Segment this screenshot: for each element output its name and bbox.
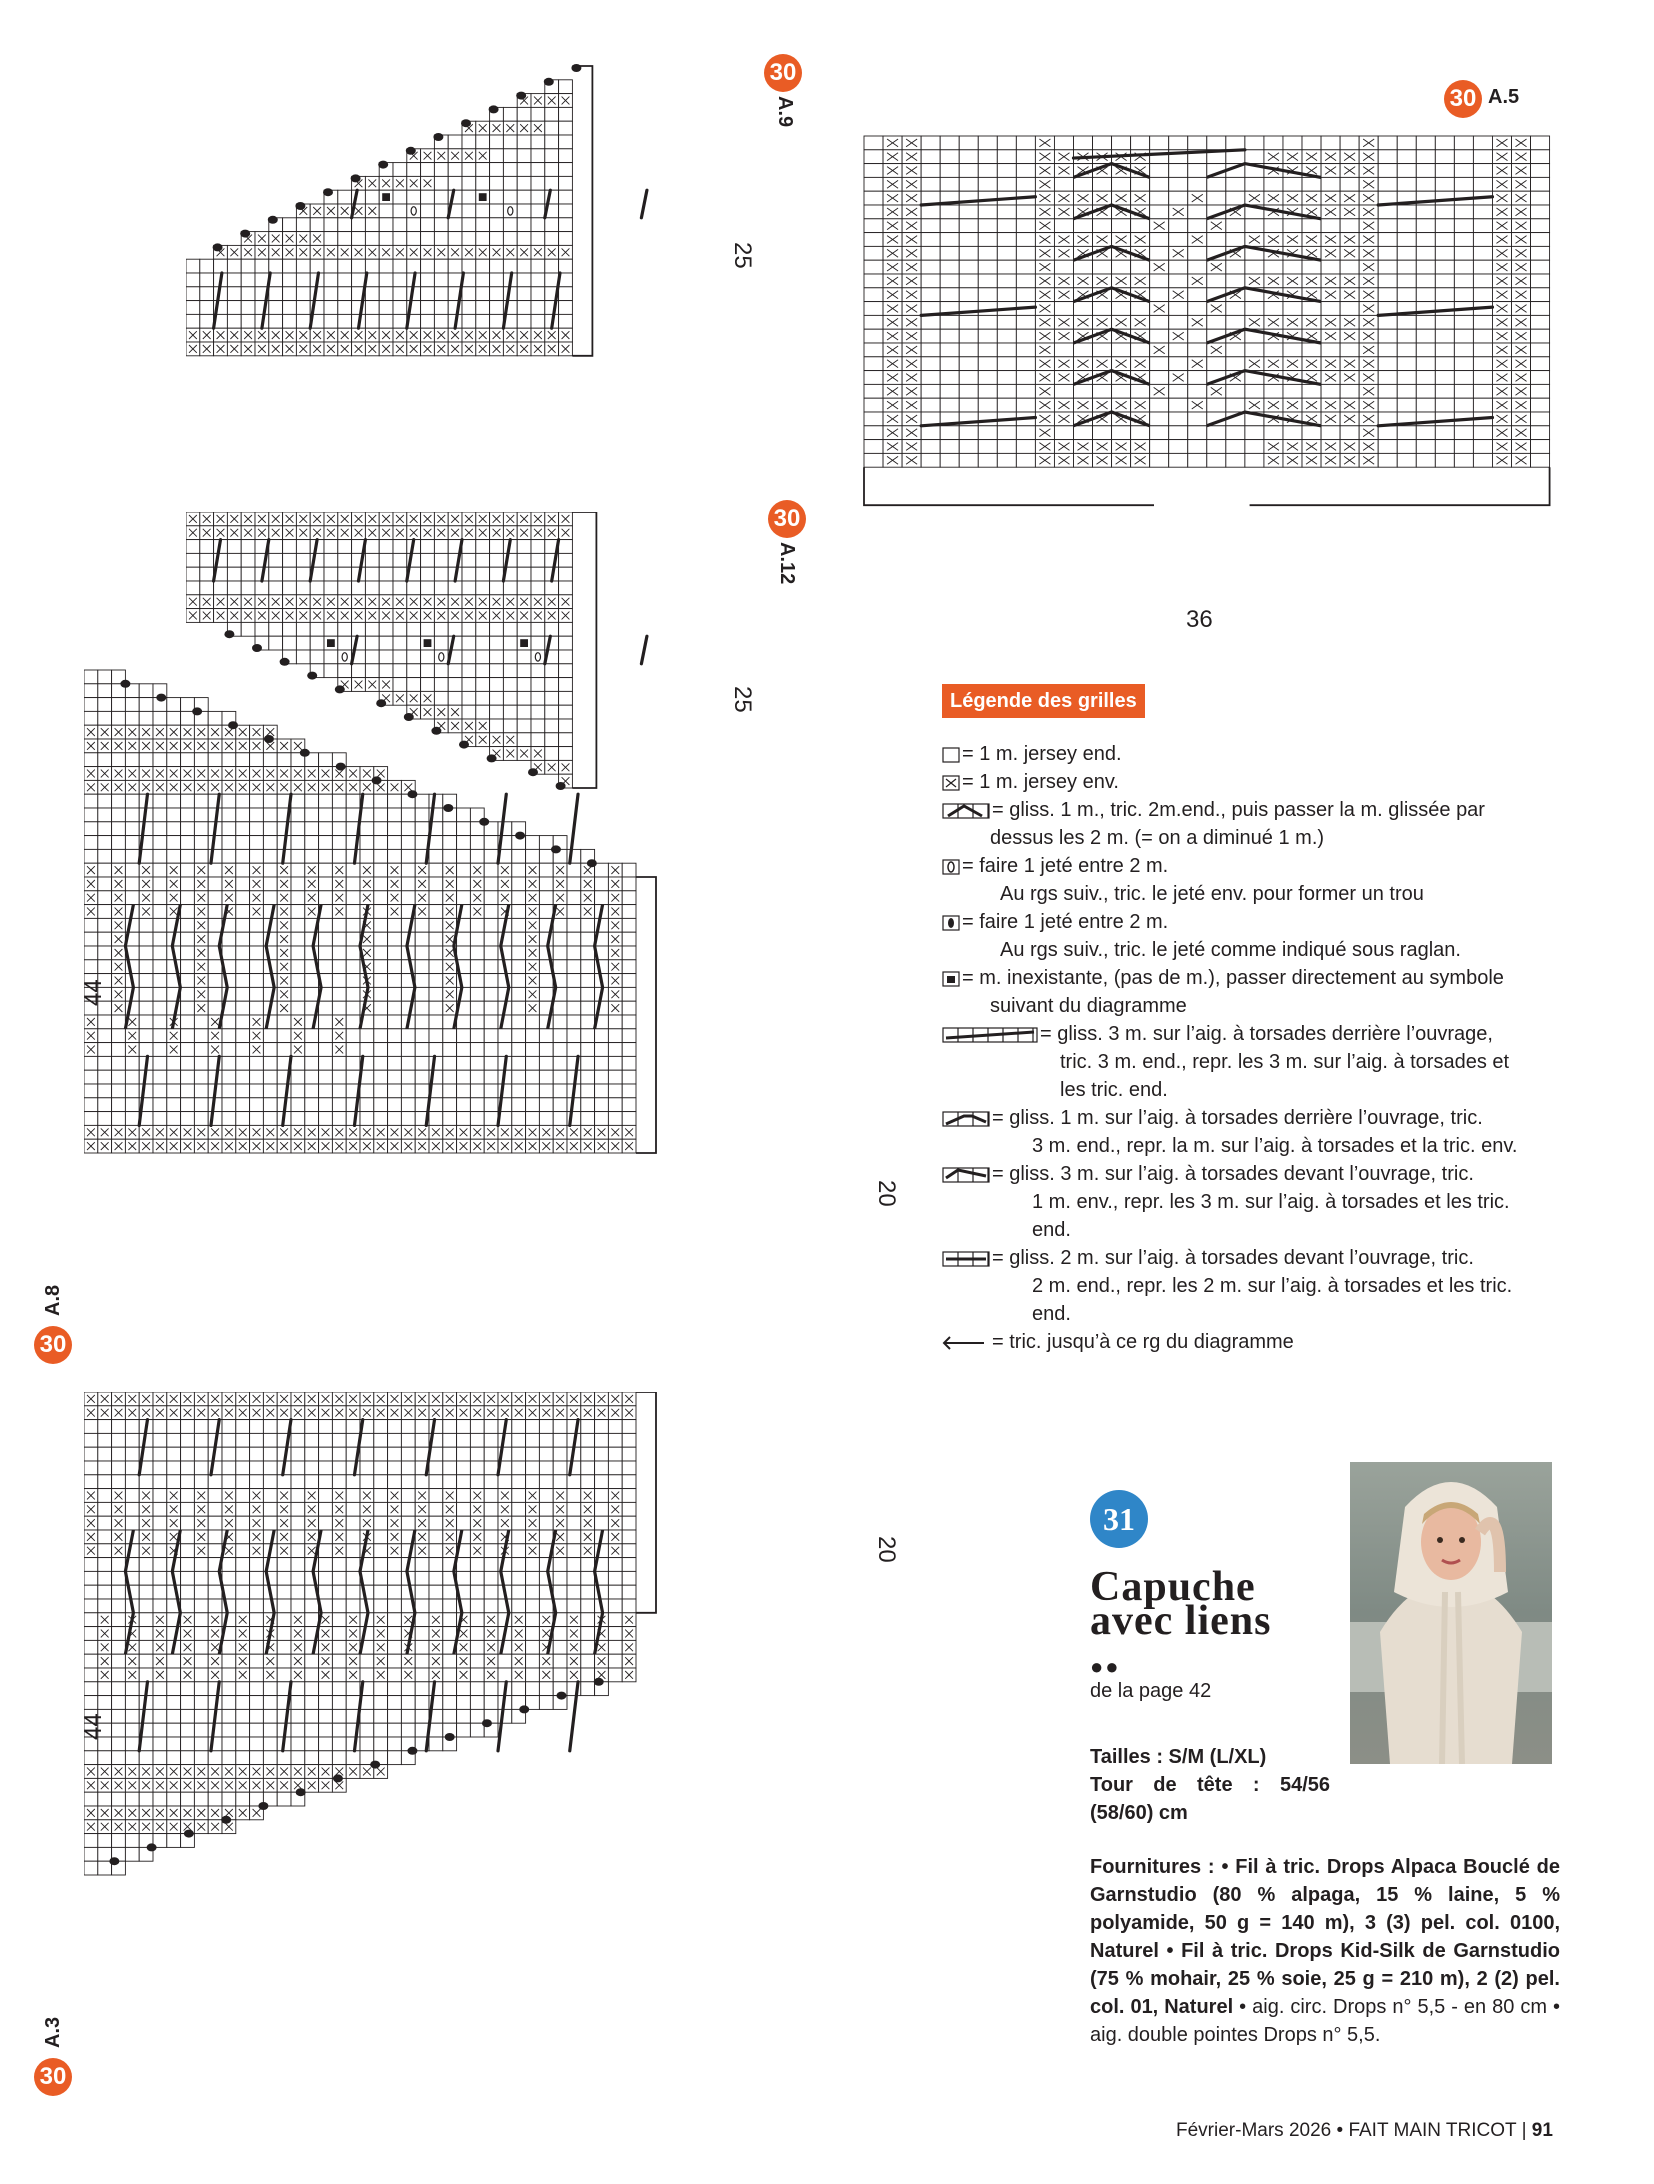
pattern-title-line2: avec liens [1090,1598,1272,1644]
x-square-icon [942,774,960,792]
legend-item-text: = gliss. 1 m., tric. 2m.end., puis passer la m. glissée par [992,799,1485,821]
chart-a3-label: A.3 [42,2016,64,2048]
chart-a5 [860,130,1560,630]
legend-item-text: = faire 1 jeté entre 2 m. [962,855,1169,877]
chart-a9-grid [186,60,746,460]
legend-item [942,964,1582,1020]
legend-item-text: = gliss. 1 m. sur l’aig. à torsades derrière l’ouvrage, tric. [992,1107,1483,1129]
legend-item-text: = gliss. 3 m. sur l’aig. à torsades derrière l’ouvrage, [1040,1023,1493,1045]
chart-a9-label: A.9 [774,96,796,128]
sizes [1090,1743,1330,1827]
pattern-title-line1: Capuche [1090,1564,1256,1610]
legend-item-text: = gliss. 3 m. sur l’aig. à torsades devant l’ouvrage, tric. [992,1163,1474,1185]
legend-item-text: = gliss. 2 m. sur l’aig. à torsades devant l’ouvrage, tric. [992,1247,1474,1269]
chart-a8-badge: 30 [34,1326,72,1364]
chart-a8-rows-right: 20 [873,1180,900,1207]
yarn-over-raglan-icon [942,914,960,932]
legend-item [942,1160,1582,1244]
legend-item [942,1020,1582,1104]
chart-a9 [186,60,746,460]
legend-item-continuation: tric. 3 m. end., repr. les 3 m. sur l’aig. à torsades et les tric. end. [1060,1051,1510,1101]
legend-item-continuation: Au rgs suiv., tric. le jeté comme indiqué sous raglan. [1000,939,1461,961]
legend-item-continuation: dessus les 2 m. (= on a diminué 1 m.) [990,827,1325,849]
hood-photo-illustration [1350,1462,1552,1764]
blank-square-icon [942,746,960,764]
legend-item [942,1104,1582,1160]
legend-item [942,740,1582,768]
chart-a5-grid [860,130,1560,630]
cable-1-back-icon [942,1110,990,1128]
chart-a5-badge: 30 [1444,80,1482,118]
difficulty-dots: ●● [1090,1654,1121,1679]
legend-item [942,796,1582,852]
chart-a12-label: A.12 [776,542,798,585]
legend-item-continuation: suivant du diagramme [990,995,1187,1017]
chart-a3-grid [84,1392,904,2092]
legend-item-text: = m. inexistante, (pas de m.), passer directement au symbole [962,967,1504,989]
footer-separator: | [1521,2120,1527,2141]
chart-a9-rows: 25 [729,242,756,269]
chart-a8-label: A.8 [42,1284,64,1316]
chart-a12-rows: 25 [729,686,756,713]
head-circumference: Tour de tête : 54/56 (58/60) cm [1090,1774,1330,1824]
footer-date: Février-Mars 2026 [1176,2120,1332,2141]
chart-a3-rows-right: 20 [873,1536,900,1563]
legend-item-text: = faire 1 jeté entre 2 m. [962,911,1169,933]
legend-item [942,1328,1582,1356]
sizes-label: Tailles : S/M (L/XL) [1090,1746,1267,1768]
chart-a5-label: A.5 [1488,86,1520,108]
legend-item [942,908,1582,964]
legend-item-continuation: 3 m. end., repr. la m. sur l’aig. à torsades et la tric. env. [1032,1135,1518,1157]
cable-3-front-icon [942,1166,990,1184]
chart-a8 [84,664,904,1364]
legend-item-continuation: 1 m. env., repr. les 3 m. sur l’aig. à torsades et les tric. end. [1032,1191,1510,1241]
no-stitch-icon [942,970,960,988]
footer-magazine: FAIT MAIN TRICOT [1348,2120,1517,2141]
chart-a8-grid [84,664,904,1364]
footer-bullet: • [1336,2120,1344,2141]
legend-item-continuation: Au rgs suiv., tric. le jeté env. pour former un trou [1000,883,1424,905]
chart-a3-rows-left: 44 [80,1713,107,1740]
pattern-number-badge: 31 [1090,1490,1148,1548]
legend [942,684,1582,1356]
footer-page-number: 91 [1531,2120,1553,2141]
supplies [1090,1853,1560,2049]
cable-3-back-icon [942,1026,1038,1044]
hood-photo [1350,1462,1552,1764]
arrow-left-icon [942,1334,990,1352]
legend-item [942,852,1582,908]
legend-item-text: = 1 m. jersey env. [962,771,1119,793]
supplies-label: Fournitures : [1090,1856,1215,1878]
cable-2-front-icon [942,1250,990,1268]
legend-item-text: = 1 m. jersey end. [962,743,1122,765]
chart-a9-badge: 30 [764,54,802,92]
supplies-needles: • aig. circ. Drops n° 5,5 - en 80 cm • aig. double pointes Drops n° 5,5. [1090,1996,1561,2046]
pattern-title [1090,1564,1370,1644]
legend-item [942,1244,1582,1328]
chart-a3 [84,1392,904,2092]
chart-a12-badge: 30 [768,500,806,538]
chart-a8-rows-left: 44 [80,979,107,1006]
chart-a5-stitches: 36 [1186,606,1213,633]
legend-item-continuation: 2 m. end., repr. les 2 m. sur l’aig. à torsades et les tric. end. [1032,1275,1513,1325]
decrease-slip-icon [942,802,990,820]
legend-title: Légende des grilles [942,684,1145,718]
page-footer [1176,2120,1553,2142]
from-page-link: de la page 42 [1090,1680,1212,1702]
supplies-yarns: • Fil à tric. Drops Alpaca Bouclé de Garnstudio (80 % alpaga, 15 % laine, 5 % polyamide, 50 g = 140 m), 3 (3) pel. col. 0100, Naturel • Fil à tric. Drops Kid-Silk de Garnstudio (75 % mohair, 25 % soie, 25 g = 210 m), 2 (2) pel. col. 01, Naturel [1090,1856,1560,2018]
chart-a3-badge: 30 [34,2058,72,2096]
yarn-over-hole-icon [942,858,960,876]
legend-list [942,740,1582,1356]
legend-item-text: = tric. jusqu’à ce rg du diagramme [992,1331,1294,1353]
legend-item [942,768,1582,796]
